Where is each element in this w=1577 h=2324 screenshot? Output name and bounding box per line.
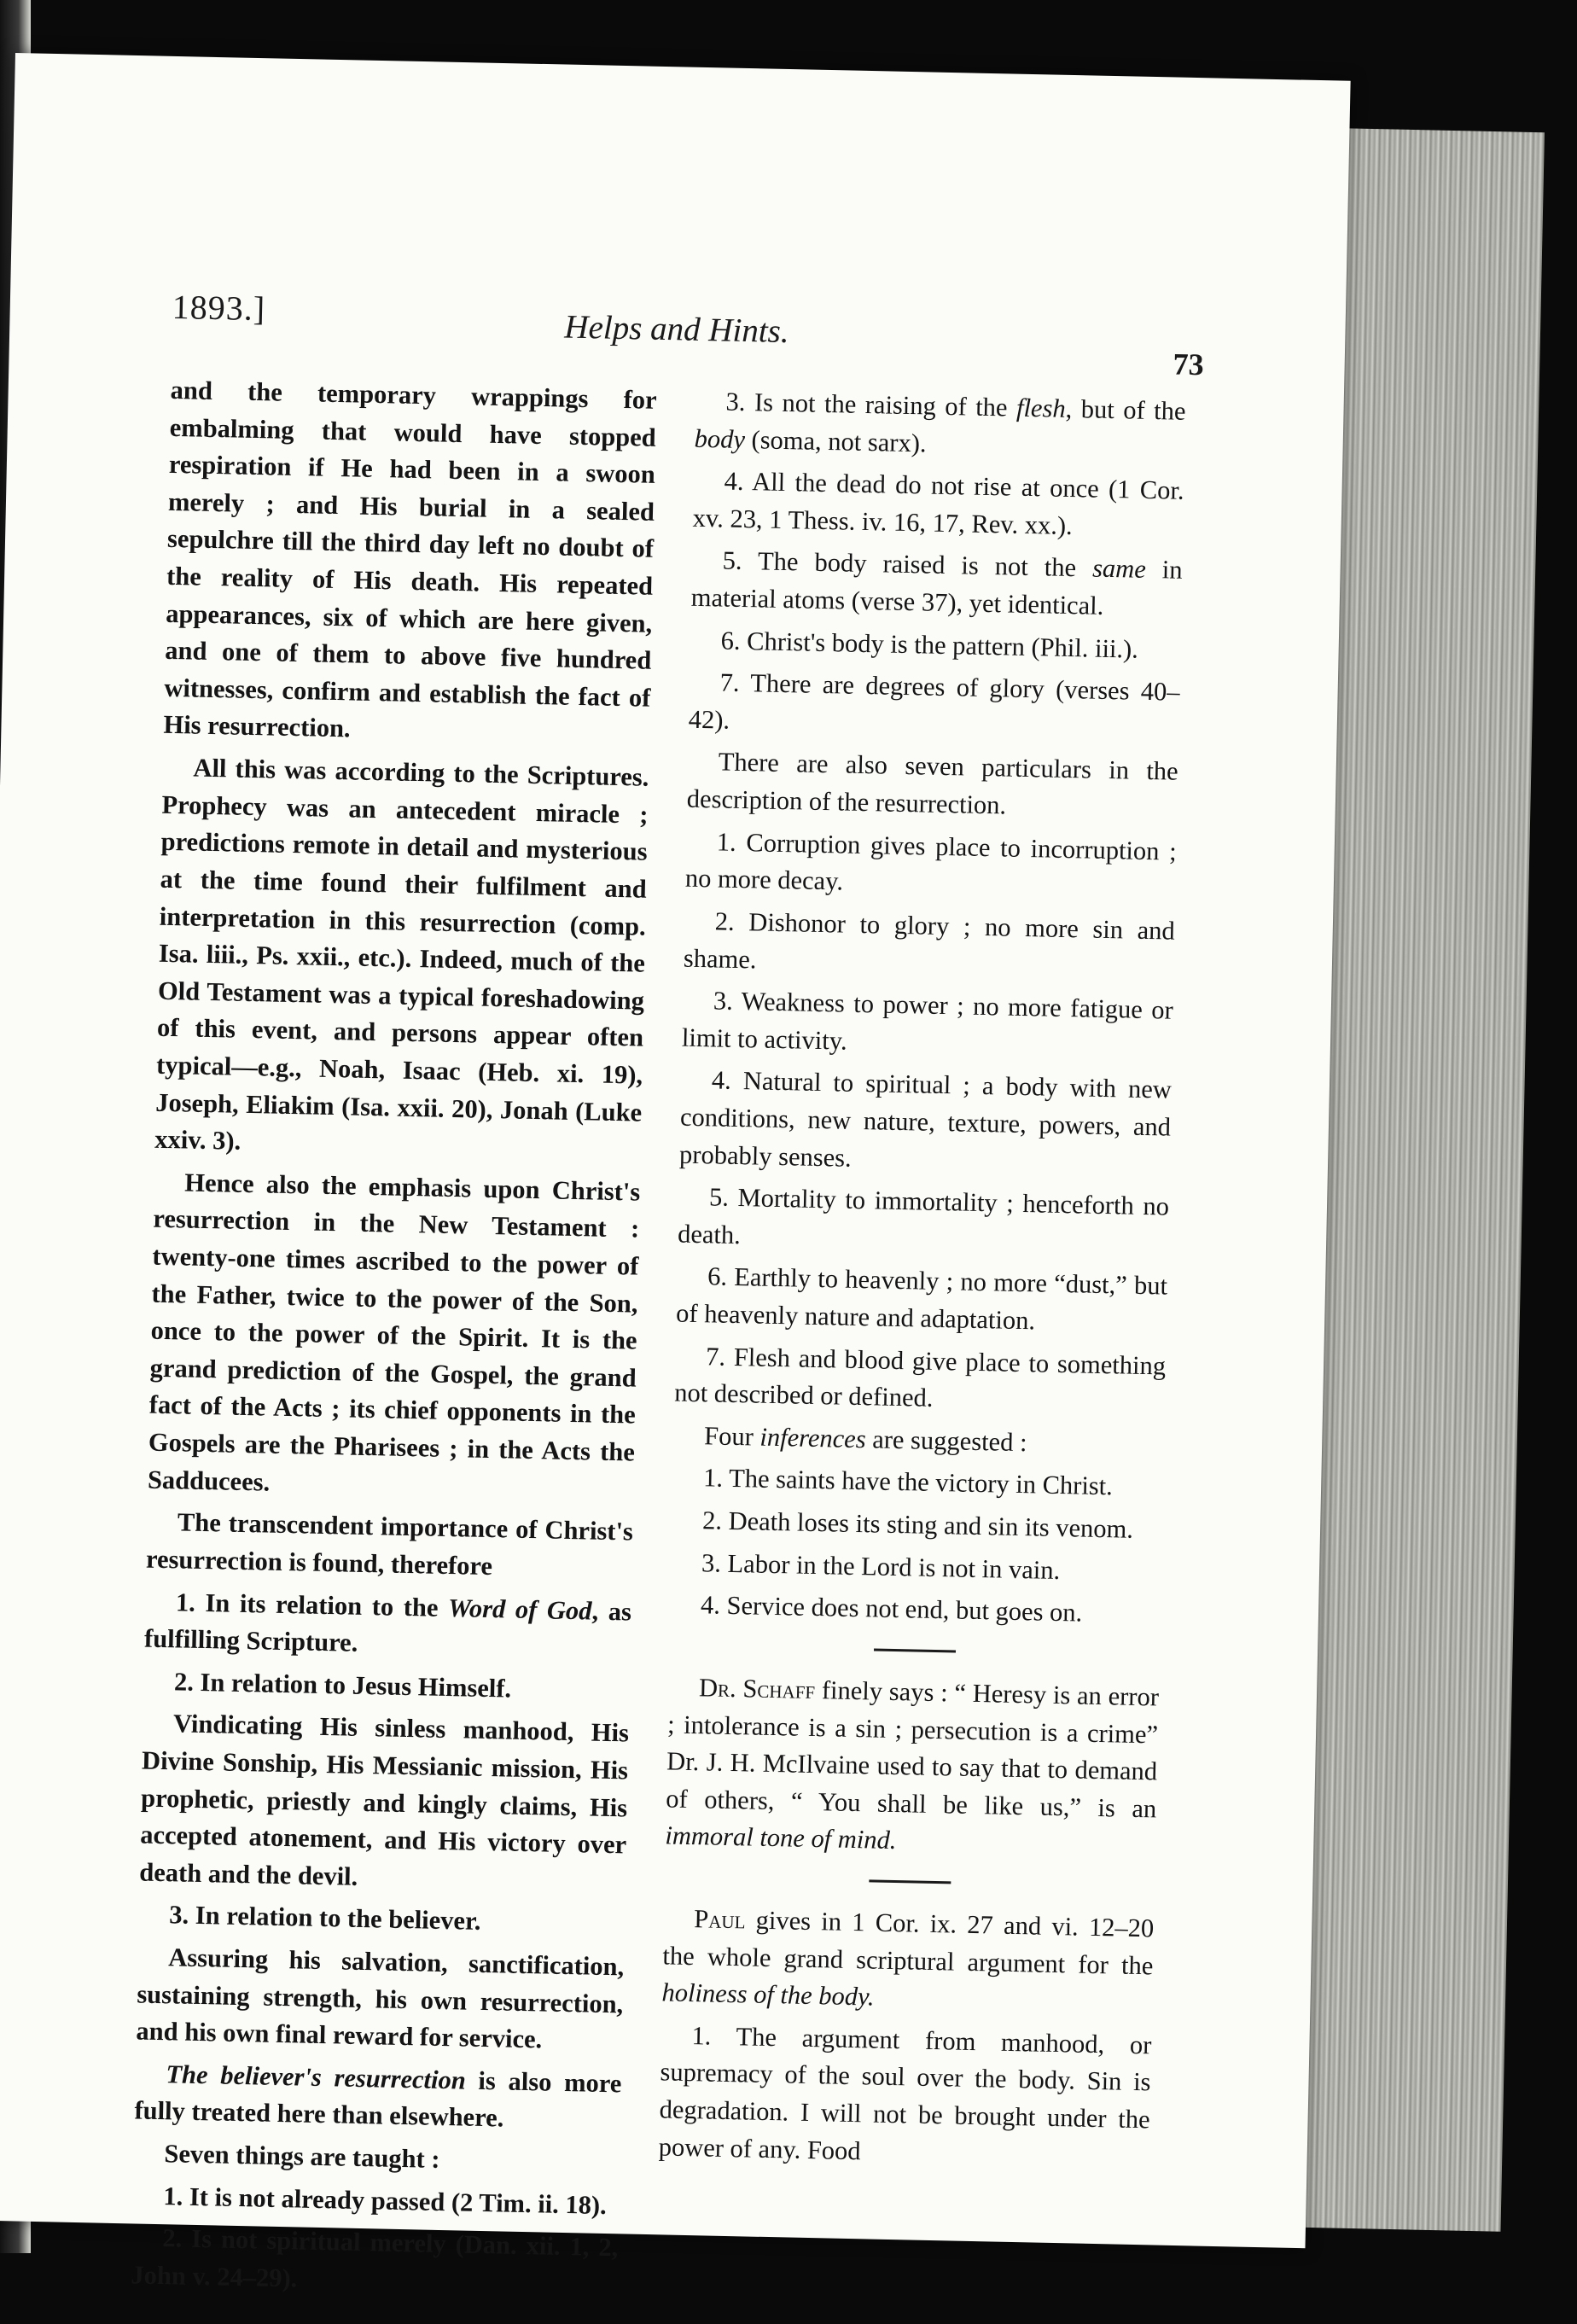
paragraph: Assuring his salvation, sanctification, sustaining strength, his own resurrection, and his own final reward for service. xyxy=(136,1942,625,2054)
paragraph: Dr. Schaff finely says : “ Heresy is an error ; intolerance is a sin ; persecution is a crime” Dr. J. H. McIlvaine used to say that to demand of others, “ You shall be like us,” is an immoral tone of mind. xyxy=(665,1673,1160,1855)
header-title: Helps and Hints. xyxy=(563,308,790,351)
list-item: 1. Corruption gives place to incorruption ; no more decay. xyxy=(684,827,1178,896)
list-item: 1. The argument from manhood, or supremacy of the soul over the body. Sin is degradation. I will not be brought under the power of any. Food xyxy=(658,2020,1152,2165)
paragraph: and the temporary wrappings for embalming that would have stopped respiration if He had been in a swoon merely ; and His burial in a sealed sepulchre till the third day left no doubt of the reality of His death. His repeated appearances, six of which are here given, and one of them to above five hundred witnesses, confirm and establish the fact of His resurrection. xyxy=(163,375,658,743)
section-divider xyxy=(874,1648,956,1652)
list-item: 1. It is not already passed (2 Tim. ii. 18). xyxy=(163,2181,608,2220)
right-column xyxy=(658,383,1186,2181)
page-number: 73 xyxy=(1173,347,1205,382)
list-item: 4. Service does not end, but goes on. xyxy=(700,1590,1083,1628)
list-item: 4. Natural to spiritual ; a body with new conditions, new nature, texture, powers, and probably senses. xyxy=(678,1065,1173,1173)
list-item: 6. Christ's body is the pattern (Phil. iii.). xyxy=(720,626,1139,664)
list-item: 2. Is not spiritual merely (Dan. xii. 1, 2, John v. 24–29). xyxy=(131,2223,619,2293)
list-item: 2. In relation to Jesus Himself. xyxy=(173,1667,512,1704)
list-item: 3. In relation to the believer. xyxy=(168,1900,481,1937)
list-item: 5. Mortality to immortality ; henceforth no death. xyxy=(677,1182,1170,1249)
list-item: 3. Is not the raising of the flesh, but of the body (soma, not sarx). xyxy=(694,387,1186,458)
list-item: 4. All the dead do not rise at once (1 Cor. xv. 23, 1 Thess. iv. 16, 17, Rev. xx.). xyxy=(692,466,1184,540)
paragraph: The believer's resurrection is also more fully treated here than elsewhere. xyxy=(134,2059,622,2133)
paragraph: Vindicating His sinless manhood, His Divine Sonship, His Messianic mission, His prophetic, priestly and kingly claims, His accepted atonement, and His victory over death and the devil. xyxy=(139,1709,630,1891)
list-item: 1. The saints have the victory in Christ. xyxy=(702,1463,1114,1501)
section-divider xyxy=(869,1879,951,1884)
list-item: 2. Dishonor to glory ; no more sin and shame. xyxy=(683,906,1176,974)
running-header xyxy=(172,236,1206,382)
list-item: 1. In its relation to the Word of God, as fulfilling Scripture. xyxy=(143,1587,632,1657)
paragraph: Paul gives in 1 Cor. ix. 27 and vi. 12–20 the whole grand scriptural argument for the holiness of the body. xyxy=(661,1904,1155,2012)
list-item: 2. Death loses its sting and sin its venom. xyxy=(701,1506,1134,1544)
header-year: 1893.] xyxy=(172,287,266,329)
list-item: 5. The body raised is not the same in material atoms (verse 37), yet identical. xyxy=(690,545,1183,620)
paragraph: Hence also the emphasis upon Christ's resurrection in the New Testament : twenty-one times ascribed to the power of the Father, twice to the power of the Son, once to the power of the Spirit. It is the grand prediction of the Gospel, the grand fact of the Acts ; its chief opponents in the Gospels are the Pharisees ; in the Acts the Sadducees. xyxy=(147,1168,641,1497)
paragraph: All this was according to the Scriptures. Prophecy was an antecedent miracle ; predictions remote in detail and mysterious at the time found their fulfilment and interpretation in this resurrection (comp. Isa. liii., Ps. xxii., etc.). Indeed, much of the Old Testament was a typical foreshadowing of this event, and persons appear often typical—e.g., Noah, Isaac (Heb. xi. 19), Joseph, Eliakim (Isa. xxii. 20), Jonah (Luke xxiv. 3). xyxy=(154,753,649,1156)
list-item: 3. Labor in the Lord is not in vain. xyxy=(701,1547,1061,1585)
list-item: 7. There are degrees of glory (verses 40–42). xyxy=(688,667,1180,735)
left-column xyxy=(131,372,657,2309)
paragraph: There are also seven particulars in the description of the resurrection. xyxy=(686,747,1179,820)
list-item: 3. Weakness to power ; no more fatigue or limit to activity. xyxy=(681,986,1174,1056)
list-item: 6. Earthly to heavenly ; no more “dust,” but of heavenly nature and adaptation. xyxy=(675,1261,1168,1336)
book-page xyxy=(0,53,1351,2293)
paragraph: Four inferences are suggested : xyxy=(703,1421,1027,1458)
list-item: 7. Flesh and blood give place to something not described or defined. xyxy=(673,1341,1167,1413)
paragraph: The transcendent importance of Christ's resurrection is found, therefore xyxy=(145,1507,634,1581)
paragraph: Seven things are taught : xyxy=(164,2139,440,2174)
